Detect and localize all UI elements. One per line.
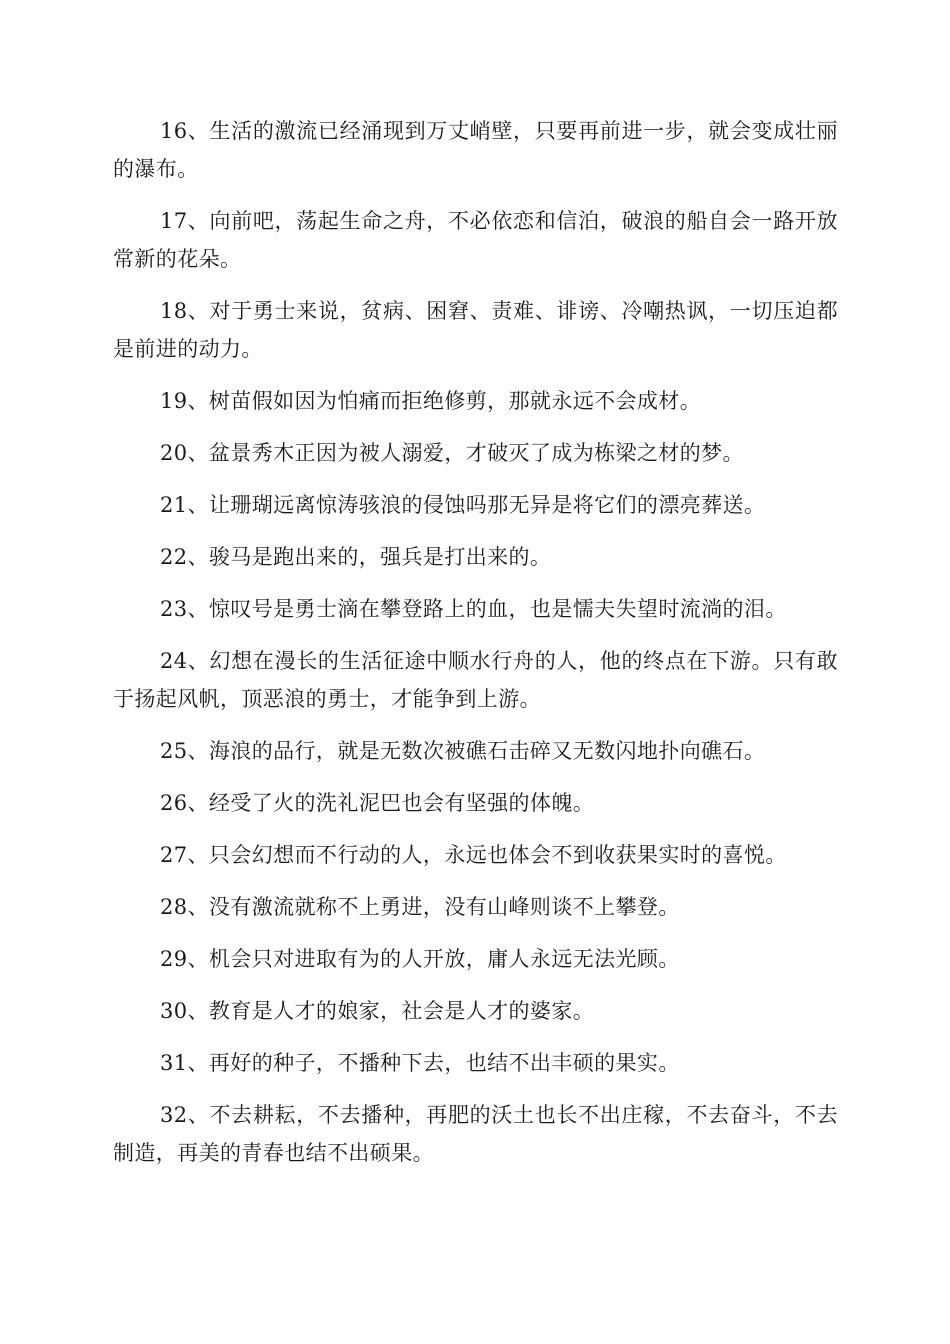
quote-paragraph-30: 30、教育是人才的娘家，社会是人才的婆家。 [160, 999, 595, 1023]
quote-paragraph-22: 22、骏马是跑出来的，强兵是打出来的。 [160, 545, 552, 569]
quote-paragraph-26: 26、经受了火的洗礼泥巴也会有坚强的体魄。 [160, 791, 595, 815]
quote-paragraph-18: 18、对于勇士来说，贫病、困窘、责难、诽谤、冷嘲热讽，一切压迫都是前进的动力。 [113, 299, 838, 361]
quote-paragraph-25: 25、海浪的品行，就是无数次被礁石击碎又无数闪地扑向礁石。 [160, 739, 766, 763]
quote-paragraph-24: 24、幻想在漫长的生活征途中顺水行舟的人，他的终点在下游。只有敢于扬起风帆，顶恶浪的勇士，才能争到上游。 [113, 649, 838, 711]
quote-paragraph-21: 21、让珊瑚远离惊涛骇浪的侵蚀吗那无异是将它们的漂亮葬送。 [160, 493, 766, 517]
quote-paragraph-23: 23、惊叹号是勇士滴在攀登路上的血，也是懦夫失望时流淌的泪。 [160, 597, 787, 621]
quote-paragraph-28: 28、没有激流就称不上勇进，没有山峰则谈不上攀登。 [160, 895, 680, 919]
quote-paragraph-17: 17、向前吧，荡起生命之舟，不必依恋和信泊，破浪的船自会一路开放常新的花朵。 [113, 209, 838, 271]
quote-paragraph-16: 16、生活的激流已经涌现到万丈峭壁，只要再前进一步，就会变成壮丽的瀑布。 [113, 119, 838, 181]
document-body [113, 112, 838, 1186]
quote-paragraph-20: 20、盆景秀木正因为被人溺爱，才破灭了成为栋梁之材的梦。 [160, 441, 744, 465]
quote-paragraph-19: 19、树苗假如因为怕痛而拒绝修剪，那就永远不会成材。 [160, 389, 702, 413]
quote-paragraph-29: 29、机会只对进取有为的人开放，庸人永远无法光顾。 [160, 947, 680, 971]
quote-paragraph-27: 27、只会幻想而不行动的人，永远也体会不到收获果实时的喜悦。 [160, 843, 787, 867]
quote-paragraph-32: 32、不去耕耘，不去播种，再肥的沃土也长不出庄稼，不去奋斗，不去制造，再美的青春也结不出硕果。 [113, 1103, 838, 1165]
quote-paragraph-31: 31、再好的种子，不播种下去，也结不出丰硕的果实。 [160, 1051, 680, 1075]
